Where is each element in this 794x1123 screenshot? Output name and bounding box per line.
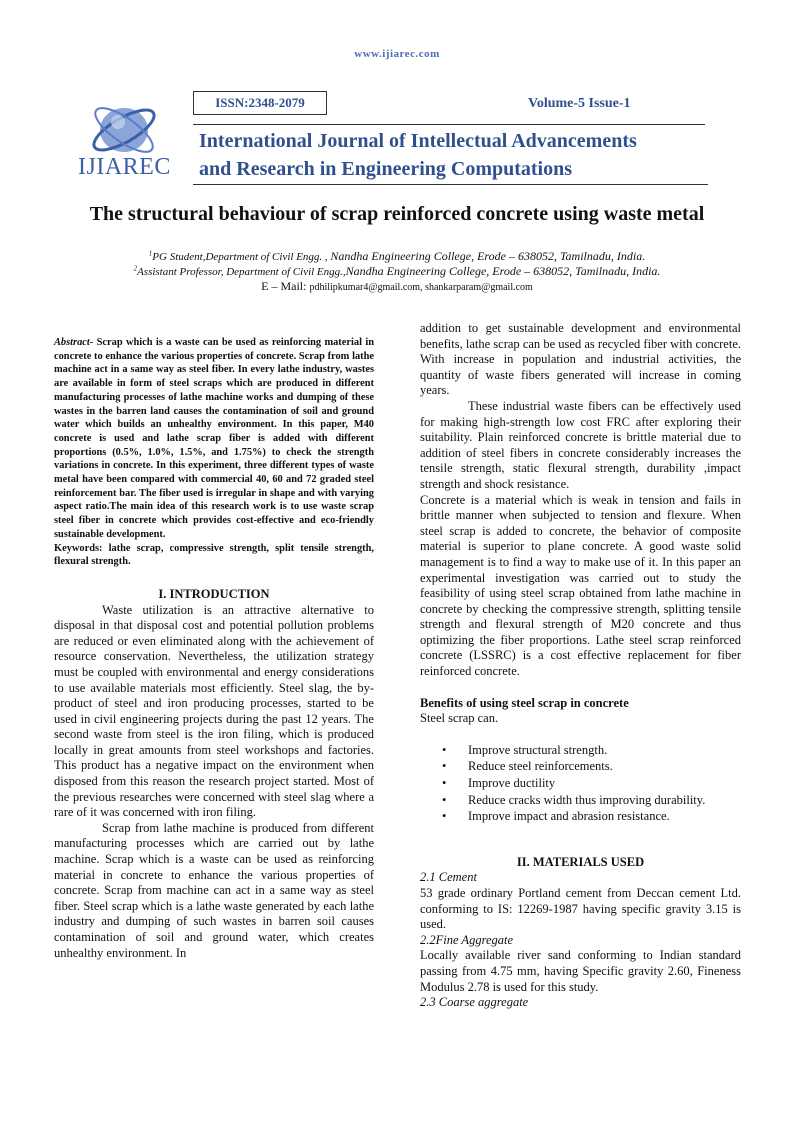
email-label: E – Mail: <box>261 279 310 293</box>
keywords: Keywords: lathe scrap, compressive strength, split tensile strength, flexural strength. <box>54 542 374 568</box>
email-addresses[interactable]: pdhilipkumar4@gmail.com, shankarparam@gmail.com <box>309 282 533 293</box>
aff1-role: PG Student,Department of Civil Engg. , <box>152 251 331 263</box>
email-line <box>0 279 794 294</box>
right-paragraph-3: Concrete is a material which is weak in tension and fails in brittle manner when subjected to tension and flexure. When steel scrap is added to concrete, the behavior of composite material is superior to plane concrete. A good waste solid management is to find a way to make use of it. In this paper an experimental investigation was carried out to study the feasibility of using steel scrap obtained from lathe machine in concrete by checking the compressive strength, splitting tensile strength and flexural strength of M20 concrete and thus optimizing the fiber proportions. Lathe steel scrap reinforced concrete (LSSRC) is a cost effective replacement for fiber reinforced concrete. <box>420 492 741 679</box>
benefits-intro: Steel scrap can. <box>420 711 499 726</box>
issn-box: ISSN:2348-2079 <box>193 91 327 115</box>
aff1-institution: Nandha Engineering College, Erode – 638052, Tamilnadu, India. <box>330 249 646 263</box>
left-column <box>54 336 374 961</box>
benefits-list <box>420 742 741 825</box>
materials-heading: II. MATERIALS USED <box>516 854 645 869</box>
header-rule-bottom <box>193 184 708 185</box>
benefits-heading: Benefits of using steel scrap in concrete <box>420 695 629 710</box>
list-item: • Improve impact and abrasion resistance. <box>468 808 741 825</box>
aff1-number: 1 <box>148 249 153 258</box>
affiliation-2 <box>0 264 794 279</box>
intro-paragraph-2: Scrap from lathe machine is produced from different manufacturing processes which are carried out by lathe machine. Scrap which is a waste can be used as reinforcing material in concrete to enhance the various properties of concrete. Scrap from machine can act in a same way as steel fiber. Steel scrap which is a lathe waste generated by each lathe industry and dumping of such wastes in barren soil causes contamination of soil and ground water, which creates unhealthy environment. In <box>54 820 374 960</box>
affiliation-1 <box>0 249 794 264</box>
logo-text: IJIAREC <box>78 154 171 180</box>
cement-heading: 2.1 Cement <box>420 870 477 885</box>
paper-title: The structural behaviour of scrap reinforced concrete using waste metal <box>89 203 705 225</box>
header-rule-top <box>193 124 705 125</box>
globe-icon <box>78 100 178 160</box>
right-column <box>420 321 741 1011</box>
abstract-text: Scrap which is a waste can be used as reinforcing material in concrete to enhance the various properties of concrete. Scrap from lathe machine act in a same way as steel fiber. In every lathe industry, wastes are available in form of steel scraps which are produced in different manufacturing processes of lathe machine works and dumping of these wastes in the barren land causes the contamination of soil and ground water which builds an unhealthy environment. In this paper, M40 concrete is used and lathe scrap fiber is added with different proportions (0.5%, 1.0%, 1.5%, and 1.75%) to check the strength variations in concrete. In this experiment, three different types of waste metal have been compared with commercial 40, 60 and 72 graded steel reinforcement bar. The fiber used is irregular in shape and with varying aspect ratio.The main idea of this research work is to use waste scrap steel fiber in concrete which provides cost-effective and eco-friendly sustainable development. <box>54 337 374 540</box>
right-paragraph-2: These industrial waste fibers can be effectively used for making high-strength low cost FRC after exploring their suitability. Plain reinforced concrete is brittle material due to addition of steel fibers in concrete considerably increases the tensile strength, static flexural strength, durability ,impact strength and shock resistance. <box>420 398 741 491</box>
fine-aggregate-text: Locally available river sand conforming to Indian standard passing from 4.75 mm, having Specific gravity 2.60, Fineness Modulus 2.78 is used for this study. <box>420 948 741 994</box>
fine-aggregate-heading: 2.2Fine Aggregate <box>420 932 514 947</box>
volume-issue: Volume-5 Issue-1 <box>528 96 631 111</box>
coarse-aggregate-heading: 2.3 Coarse aggregate <box>420 995 529 1010</box>
journal-title-line2: and Research in Engineering Computations <box>199 158 573 180</box>
cement-text: 53 grade ordinary Portland cement from Deccan cement Ltd. conforming to IS: 12269-1987 having specific gravity 3.15 is used. <box>420 886 741 932</box>
journal-title-line1: International Journal of Intellectual Advancements <box>199 130 637 152</box>
aff2-role: Assistant Professor, Department of Civil Engg., <box>137 266 346 278</box>
aff2-number: 2 <box>133 264 138 273</box>
right-paragraph-1: addition to get sustainable development and environmental benefits, lathe scrap can be used as recycled fiber with concrete. With increase in population and industrial activities, the quantity of waste fibers generated will increase in coming years. <box>420 321 741 398</box>
list-item: • Improve structural strength. <box>468 742 741 759</box>
intro-heading: I. INTRODUCTION <box>158 586 270 601</box>
intro-paragraph-1: Waste utilization is an attractive alternative to disposal in that disposal cost and potential pollution problems are reduced or even eliminated along with the achievement of resource conservation. Nevertheless, the utilization strategy must be coupled with environmental and energy considerations to use available materials most efficiently. Steel slag, the by-product of steel and iron producing processes, started to be used in civil engineering projects during the past 12 years. The second waste from steel is the iron filing, which is produced locally in great amounts from steel workshops and factories. This product has a negative impact on the environment when disposed from this reason the research project started. Most of the previous researches were concerned with steel slag where a rare of it was concerned with iron filing. <box>54 602 374 820</box>
list-item: • Reduce steel reinforcements. <box>468 758 741 775</box>
aff2-institution: Nandha Engineering College, Erode – 638052, Tamilnadu, India. <box>345 264 661 278</box>
list-item: • Reduce cracks width thus improving durability. <box>468 792 741 809</box>
abstract <box>54 336 374 542</box>
abstract-label: Abstract- <box>54 337 94 348</box>
journal-url[interactable]: www.ijiarec.com <box>354 48 440 60</box>
list-item: • Improve ductility <box>468 775 741 792</box>
